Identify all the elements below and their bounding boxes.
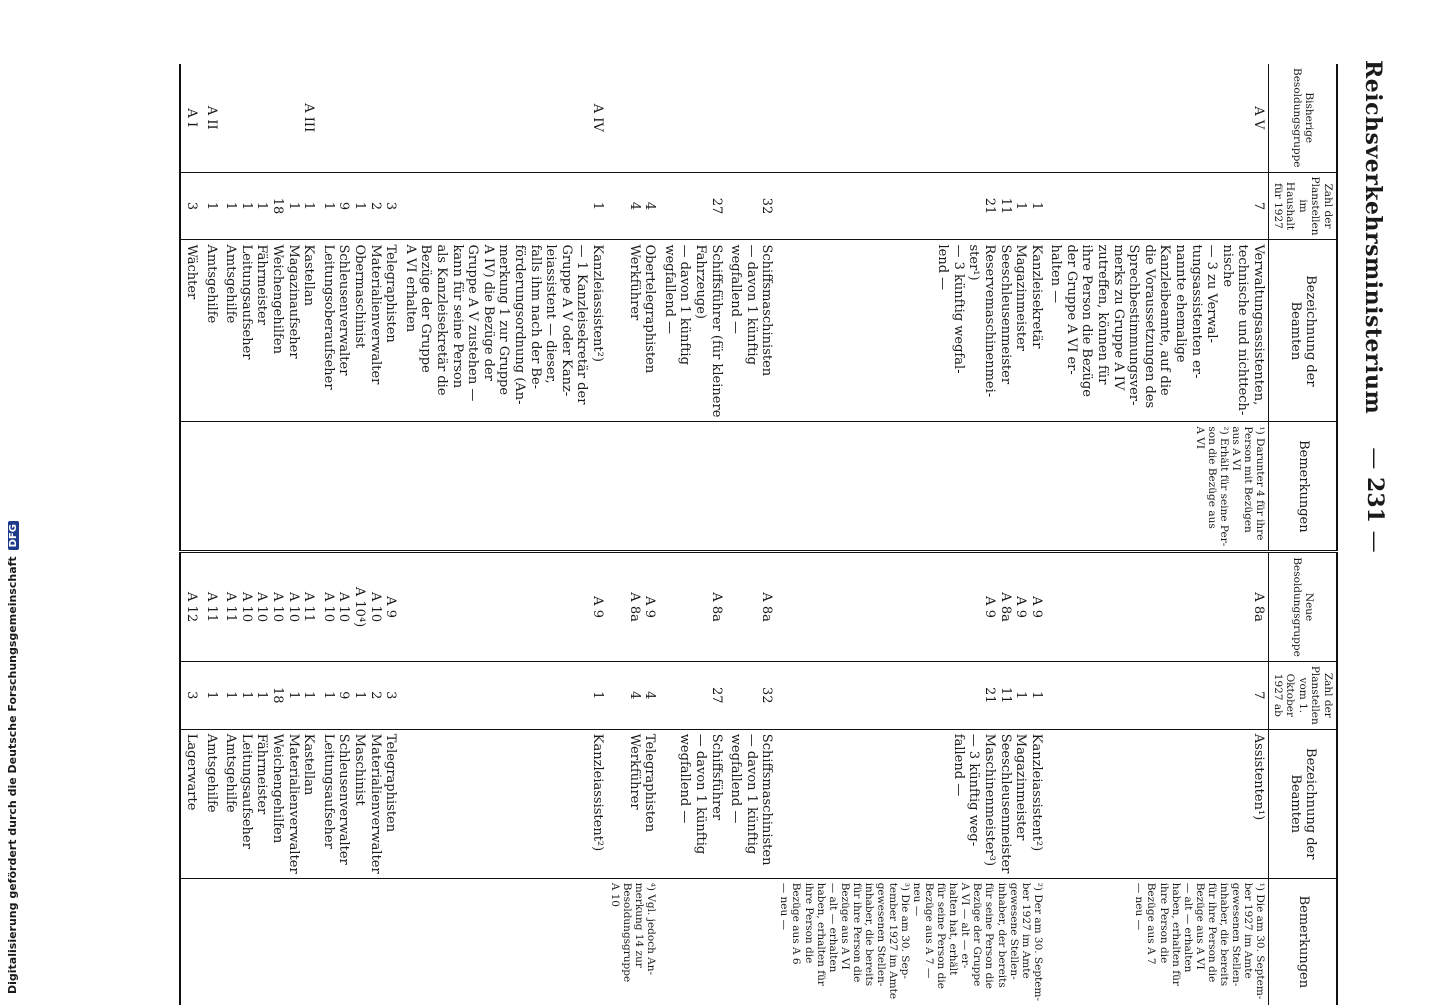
cell-old-group — [181, 64, 202, 172]
text-line: Amtsgehilfe — [223, 244, 239, 324]
cell-remarks-new — [221, 878, 319, 1005]
cell-count-1927 — [400, 172, 607, 240]
cell-name-new — [659, 729, 725, 878]
text-value: 27 — [708, 197, 724, 215]
cell-remarks — [221, 422, 319, 552]
text-line: Magazinmeister — [1013, 733, 1029, 841]
cell-name — [318, 240, 400, 422]
text-line: der Gruppe A VI er- — [1063, 244, 1079, 375]
cell-remarks — [318, 422, 400, 552]
text-line: Bezüge aus A VI — [1193, 882, 1206, 970]
text-line: Bezüge aus A 7 — — [923, 882, 936, 979]
dash-left: — — [1362, 447, 1387, 470]
text-value: 32 — [759, 687, 775, 704]
text-line: Telegraphisten — [642, 733, 658, 833]
text-line: für seine Person die — [935, 882, 948, 989]
text-line: merkung 14 zur — [633, 882, 646, 968]
cell-old-group — [659, 64, 725, 172]
cell-remarks — [659, 422, 725, 552]
text-line: Amtsgehilfe — [203, 244, 219, 324]
text-value: 1 — [203, 201, 219, 211]
text-value: A 9 — [589, 596, 605, 618]
text-line: Amtsgehilfe — [223, 733, 239, 813]
dfg-logo: DFG — [8, 521, 19, 550]
text-line: Werkführer — [626, 733, 642, 810]
text-value: 3 2 1 9 1 — [320, 691, 399, 700]
cell-old-group — [318, 64, 400, 172]
text-line: förderungsordnung (An- — [511, 244, 527, 405]
table-row — [318, 64, 400, 1005]
cell-remarks-new — [776, 878, 1045, 1005]
table-row — [776, 64, 1045, 1005]
cell-count-new — [659, 661, 725, 729]
text-value: A V — [1251, 106, 1267, 130]
text-line: Assistenten¹) — [1251, 733, 1267, 821]
text-line: Telegraphisten — [383, 733, 399, 833]
text-line: — 3 künftig wegfal- — [950, 244, 966, 374]
text-value: A 9 A 9 A 8a A 9 — [981, 592, 1044, 622]
text-value: A 8a — [1251, 592, 1267, 622]
cell-remarks-new — [1046, 878, 1269, 1005]
text-line: Lagerwarte — [184, 733, 200, 811]
cell-remarks — [181, 422, 202, 552]
text-line: fallend — — [950, 733, 966, 797]
cell-remarks-new — [607, 878, 659, 1005]
text-line: merkung 1 zur Gruppe — [496, 244, 512, 396]
text-line: halten — — [1048, 244, 1064, 304]
text-line: gewesene Stellen- — [1007, 882, 1020, 980]
text-line: Bezüge der Gruppe — [418, 244, 434, 373]
text-value: 32 — [759, 197, 775, 215]
text-line: Maschinenmeister³) — [981, 733, 997, 867]
text-line: — davon 1 künftig — [692, 733, 708, 855]
text-line: für ihre Person die — [850, 882, 863, 983]
text-line: ¹) Die am 30. Septem- — [1254, 882, 1267, 1000]
text-value: 3 — [184, 691, 200, 700]
cell-new-group — [221, 552, 319, 662]
text-line: falls ihm nach der Be- — [527, 244, 543, 390]
text-line: Sprechbestimmungsver- — [1126, 244, 1142, 406]
text-line: wegfallend — — [728, 244, 744, 335]
text-line: ihre Person die Bezüge — [1079, 244, 1095, 397]
text-line: inhaber, der bereits — [995, 882, 1008, 988]
text-line: neu — — [911, 882, 924, 917]
cell-old-group — [607, 64, 659, 172]
table-row — [201, 64, 221, 1005]
text-line: Fährmeister — [254, 733, 270, 815]
text-line: inhaber, die bereits — [862, 882, 875, 987]
cell-count-new — [318, 661, 400, 729]
cell-name-new — [318, 729, 400, 878]
cell-count-new — [400, 661, 607, 729]
text-line: ber 1927 im Amte — [1019, 882, 1032, 979]
text-line: Materialienverwalter — [285, 733, 301, 874]
text-line: ⁴) Vgl. jedoch An- — [645, 882, 658, 976]
text-value: 7 — [1251, 201, 1267, 211]
text-value: 27 — [708, 687, 724, 704]
text-line: die Voraussetzungen des — [1141, 244, 1157, 409]
text-line: merks zu Gruppe A IV — [1110, 244, 1126, 391]
text-line: gewesenen Stellen- — [874, 882, 887, 987]
text-value: A 9 A 8a — [626, 592, 658, 622]
text-line: Weichengehilfen — [270, 733, 286, 844]
page-number-value: 231 — [1362, 477, 1388, 523]
text-line: Schiffsmaschinisten — [759, 733, 775, 866]
text-line: Materialienverwalter — [367, 733, 383, 874]
cell-remarks — [726, 422, 777, 552]
cell-old-group — [726, 64, 777, 172]
text-line: Leitungsoberaufseher — [320, 244, 336, 390]
text-line: Obertelegraphisten — [642, 244, 658, 374]
text-line: A VI erhalten — [402, 244, 418, 333]
cell-count-new — [726, 661, 777, 729]
col-old-group: Bisherige Besoldungsgruppe — [1269, 64, 1337, 172]
text-line: wegfallend — — [661, 244, 677, 335]
table-row — [607, 64, 659, 1005]
text-line: zutreffen, können für — [1095, 244, 1111, 385]
col-new-group: Neue Besoldungsgruppe — [1269, 552, 1337, 662]
col-name-new: Bezeichnung der Beamten — [1269, 729, 1337, 878]
text-value: 4 4 — [626, 691, 658, 700]
text-line: Besoldungsgruppe — [621, 882, 634, 983]
text-value: 3 — [184, 201, 200, 211]
cell-name-new — [726, 729, 777, 878]
text-line: Seeschleusenmeister — [997, 244, 1013, 385]
cell-new-group — [607, 552, 659, 662]
text-line: Telegraphisten — [383, 244, 399, 343]
table-row — [221, 64, 319, 1005]
cell-remarks-new — [201, 878, 221, 1005]
text-line: Kanzleisekretär — [1028, 244, 1044, 349]
text-line: Materialienverwalter — [367, 244, 383, 385]
cell-name — [400, 240, 607, 422]
cell-name — [201, 240, 221, 422]
text-line: inhaber, die bereits — [1217, 882, 1230, 987]
text-line: Magazinmeister — [1013, 244, 1029, 351]
text-line: für ihre Person die — [1205, 882, 1218, 983]
text-line: ihre Person die — [1157, 882, 1170, 964]
cell-remarks — [400, 422, 607, 552]
text-value: 1 1 11 21 — [981, 687, 1044, 704]
table-header-row — [1269, 64, 1337, 1005]
table-row — [1046, 64, 1269, 1005]
text-line: Verwaltungsassistenten, — [1251, 244, 1267, 406]
text-value: A 11 — [203, 592, 219, 623]
text-line: Bezüge aus A 7 — [1145, 882, 1158, 965]
text-line: tungsassistenten er- — [1188, 244, 1204, 379]
text-value: A III — [301, 103, 317, 133]
text-line: nannte ehemalige — [1173, 244, 1189, 363]
table-row — [400, 64, 607, 1005]
text-line: Kanzleiassistent²) — [1028, 733, 1044, 852]
table-row — [726, 64, 777, 1005]
text-line: — 3 zu Verwal- — [1204, 244, 1220, 343]
text-value: 3 2 1 9 1 — [320, 201, 399, 211]
text-value: 1 1 18 1 1 1 — [223, 197, 317, 215]
text-value: A 9 A 10 A 10⁴) A 10 A 10 — [320, 586, 399, 628]
text-value: 1 1 18 1 1 1 — [223, 687, 317, 704]
col-remarks-new: Bemerkungen — [1269, 878, 1337, 1005]
col-count-new: Zahl der Planstellen vom 1. Oktober 1927 ab — [1269, 661, 1337, 729]
text-line: für seine Person die — [983, 882, 996, 989]
cell-count-1927 — [776, 172, 1045, 240]
cell-name-new — [1046, 729, 1269, 878]
text-line: haben, erhalten für — [814, 882, 827, 986]
cell-count-new — [776, 661, 1045, 729]
cell-name — [221, 240, 319, 422]
text-line: Reservemaschinenmei- — [981, 244, 997, 398]
text-line: Amtsgehilfe — [203, 733, 219, 813]
text-line: haben, erhalten für — [1169, 882, 1182, 986]
cell-count-1927 — [607, 172, 659, 240]
text-line: — alt — erhalten — [1181, 882, 1194, 973]
cell-remarks — [776, 422, 1045, 552]
text-line: Obermaschinist — [352, 244, 368, 349]
text-line: als Kanzleisekretär die — [434, 244, 449, 396]
cell-new-group — [776, 552, 1045, 662]
cell-count-1927 — [221, 172, 319, 240]
text-value: A 8a — [759, 592, 775, 622]
cell-remarks-new — [726, 878, 777, 1005]
cell-name — [1046, 240, 1269, 422]
text-line: A 10 — [609, 882, 621, 907]
text-line: leiassistent — dieser, — [543, 244, 559, 384]
text-line: Schleusenverwalter — [336, 244, 352, 376]
text-line: — 3 künftig weg- — [966, 733, 982, 847]
text-line: ²) Der am 30. Septem- — [1031, 882, 1044, 1001]
cell-old-group — [1046, 64, 1269, 172]
cell-count-1927 — [181, 172, 202, 240]
text-value: 7 — [1251, 691, 1267, 700]
table-row — [659, 64, 725, 1005]
text-line: Gruppe A V oder Kanz- — [558, 244, 574, 397]
text-line: — davon 1 künftig — [743, 733, 759, 855]
cell-count-1927 — [659, 172, 725, 240]
cell-count-1927 — [726, 172, 777, 240]
text-line: Kanzleiassistent²) — [589, 244, 605, 362]
text-line: Werkführer — [626, 244, 642, 321]
text-line: Leitungsaufseher — [238, 244, 254, 360]
cell-count-new — [181, 661, 202, 729]
text-line: Kastellan — [301, 733, 317, 796]
text-line: — neu — — [778, 882, 791, 931]
text-line: Bezüge aus A 6 — [790, 882, 803, 965]
salary-table — [180, 64, 1339, 1005]
cell-remarks — [607, 422, 659, 552]
text-line: ¹) Darunter 4 für ihre — [1254, 426, 1267, 541]
text-line: aus A VI — [1229, 426, 1242, 471]
text-line: Wächter — [184, 244, 200, 300]
text-line: A VI — [1193, 426, 1206, 450]
cell-name-new — [776, 729, 1045, 878]
text-line: Leitungsaufseher — [238, 733, 254, 849]
col-remarks: Bemerkungen — [1269, 422, 1337, 552]
text-line: Magazinaufseher — [285, 244, 301, 359]
dash-right: — — [1362, 530, 1387, 553]
cell-count-1927 — [1046, 172, 1269, 240]
text-line: Maschinist — [352, 733, 368, 806]
text-line: Bezüge der Gruppe — [971, 882, 984, 987]
text-line: ³) Die am 30. Sep- — [899, 882, 912, 979]
text-line: Kastellan — [301, 244, 317, 306]
digitization-note — [6, 0, 19, 994]
text-value: 4 4 — [626, 201, 658, 211]
cell-remarks-new — [659, 878, 725, 1005]
cell-name-new — [221, 729, 319, 878]
text-line: lend — — [935, 244, 951, 291]
text-line: ster¹) — [966, 244, 982, 281]
text-line: Seeschleusenmeister — [997, 733, 1013, 874]
text-line: tember 1927 im Amte — [886, 882, 899, 1000]
cell-old-group — [776, 64, 1045, 172]
cell-old-group — [221, 64, 319, 172]
text-line: A IV) die Bezüge der — [480, 244, 496, 381]
text-line: nische — [1219, 244, 1235, 288]
text-line: A VI — alt — er- — [959, 882, 972, 969]
text-line: Fährmeister — [254, 244, 270, 325]
cell-new-group — [400, 552, 607, 662]
text-line: son die Bezüge aus — [1205, 426, 1218, 529]
text-line: wegfallend — — [728, 733, 744, 824]
page-number — [1362, 430, 1388, 570]
cell-new-group — [181, 552, 202, 662]
text-line: gewesenen Stellen- — [1229, 882, 1242, 987]
text-line: Kanzleibeamte, auf die — [1157, 244, 1173, 396]
cell-name-new — [400, 729, 607, 878]
text-line: Person mit Bezügen — [1241, 426, 1254, 533]
cell-remarks — [1046, 422, 1269, 552]
cell-remarks-new — [400, 878, 607, 1005]
cell-name — [776, 240, 1045, 422]
cell-count-new — [607, 661, 659, 729]
cell-new-group — [318, 552, 400, 662]
table-row — [181, 64, 202, 1005]
text-value: 1 — [589, 691, 605, 700]
text-line: ihre Person die — [802, 882, 815, 964]
text-line: — alt — erhalten — [826, 882, 839, 973]
text-value: A IV — [589, 103, 605, 132]
text-value: 1 — [203, 691, 219, 700]
text-line: ²) Erhält für seine Per- — [1217, 426, 1230, 547]
cell-count-1927 — [318, 172, 400, 240]
col-count-1927: Zahl der Planstellen im Haushalt für 1927 — [1269, 172, 1337, 240]
cell-count-new — [1046, 661, 1269, 729]
cell-name — [607, 240, 659, 422]
cell-name — [726, 240, 777, 422]
cell-count-new — [221, 661, 319, 729]
cell-name — [659, 240, 725, 422]
cell-name-new — [181, 729, 202, 878]
text-line: Schleusenverwalter — [336, 733, 352, 865]
cell-remarks-new — [181, 878, 202, 1005]
text-line: halten hat, erhält — [947, 882, 960, 976]
text-line: kann für seine Person — [449, 244, 465, 389]
cell-count-1927 — [201, 172, 221, 240]
cell-old-group — [400, 64, 607, 172]
text-line: Kanzleiassistent²) — [589, 733, 605, 852]
text-line: Schiffsführer — [708, 733, 724, 821]
digitization-note-text: Digitalisierung gefördert durch die Deutsche Forschungsgemeinschaft — [6, 556, 19, 994]
text-value: 1 1 11 21 — [981, 197, 1044, 215]
text-line: Fahrzeuge) — [692, 244, 708, 319]
text-value: A I — [184, 108, 200, 128]
text-line: Bezüge aus A VI — [838, 882, 851, 970]
cell-new-group — [659, 552, 725, 662]
text-line: Schiffsführer (für kleinere — [708, 244, 724, 418]
text-line: — neu — — [1133, 882, 1146, 931]
cell-remarks — [201, 422, 221, 552]
text-line: — 1 Kanzleisekretär der — [574, 244, 590, 405]
table-body — [181, 64, 1269, 1005]
text-line: technische und nichttech- — [1235, 244, 1251, 416]
text-line: wegfallend — — [677, 733, 693, 824]
cell-name-new — [201, 729, 221, 878]
cell-new-group — [201, 552, 221, 662]
text-value: 1 — [589, 201, 605, 211]
text-value: A 8a — [708, 592, 724, 622]
cell-count-new — [201, 661, 221, 729]
text-value: A II — [203, 105, 219, 130]
cell-name-new — [607, 729, 659, 878]
text-line: Schiffsmaschinisten — [759, 244, 775, 377]
text-value: A 12 — [184, 592, 200, 623]
text-value: A 11 A 10 A 10 A 10 A 10 A 11 — [223, 592, 317, 623]
cell-remarks-new — [318, 878, 400, 1005]
cell-name — [181, 240, 202, 422]
col-name: Bezeichnung der Beamten — [1269, 240, 1337, 422]
text-line: Gruppe A V zustehen — — [465, 244, 481, 402]
text-line: ber 1927 im Amte — [1241, 882, 1254, 979]
cell-new-group — [1046, 552, 1269, 662]
cell-new-group — [726, 552, 777, 662]
cell-old-group — [201, 64, 221, 172]
page-header-title: Reichsverkehrsministerium — [1360, 60, 1386, 415]
text-line: Weichengehilfen — [270, 244, 286, 354]
text-line: Leitungsaufseher — [320, 733, 336, 849]
text-line: — davon 1 künftig — [743, 244, 759, 365]
text-line: — davon 1 künftig — [677, 244, 693, 365]
